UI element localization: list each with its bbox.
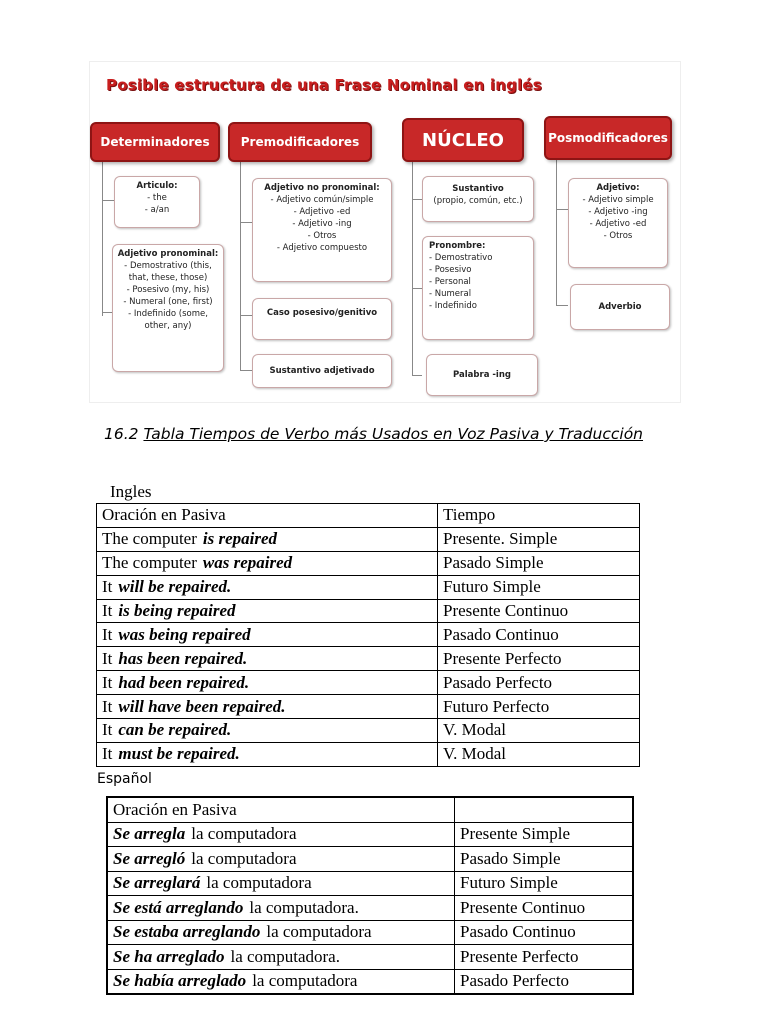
sentence-subject: It: [102, 744, 113, 764]
table-row: [97, 527, 640, 551]
sentence-cell: [97, 742, 438, 766]
header-cell: Oración en Pasiva: [97, 504, 438, 528]
sentence-verb: is being repaired: [118, 601, 236, 620]
diagram-title: Posible estructura de una Frase Nominal en inglés: [106, 76, 542, 94]
tense-cell: Futuro Perfecto: [438, 695, 640, 719]
table-row: [97, 719, 640, 743]
header-determinadores: Determinadores: [90, 122, 220, 162]
box-pronombre: Pronombre: - Demostrativo - Posesivo - Personal - Numeral - Indefinido: [422, 236, 534, 340]
tense-cell: Presente. Simple: [438, 527, 640, 551]
sentence-cell: [97, 527, 438, 551]
box-adverbio: Adverbio: [570, 284, 670, 330]
sentence-verb: Se arreglará: [113, 873, 201, 893]
sentence-verb: Se está arreglando: [113, 897, 244, 917]
tense-cell: Presente Simple: [455, 822, 634, 847]
sentence-cell: [97, 671, 438, 695]
table-header-row: [97, 504, 640, 528]
sentence-verb: was being repaired: [118, 624, 251, 644]
english-label: Ingles: [110, 482, 152, 501]
sentence-subject: It: [102, 648, 113, 668]
sentence-cell: [107, 920, 455, 945]
sentence-cell: [97, 719, 438, 743]
table-row: [97, 695, 640, 719]
header-posmodificadores: Posmodificadores: [544, 116, 672, 160]
table-header-row: [107, 797, 633, 822]
box-sustantivo: Sustantivo (propio, común, etc.): [422, 176, 534, 222]
tense-cell: Pasado Continuo: [455, 920, 634, 945]
sentence-object: la computadora: [191, 824, 297, 844]
sentence-verb: can be repaired.: [118, 720, 232, 740]
tense-cell: Futuro Simple: [438, 575, 640, 599]
box-adjetivo-no-pronominal: Adjetivo no pronominal: - Adjetivo común/simple - Adjetivo -ed - Adjetivo -ing - Otros - Adjetivo compuesto: [252, 178, 392, 282]
header-cell: Tiempo: [438, 504, 640, 528]
sentence-cell: [97, 575, 438, 599]
noun-phrase-diagram: [90, 62, 680, 402]
sentence-verb: is repaired: [202, 529, 278, 549]
box-articulo: Articulo: - the - a/an: [114, 176, 200, 228]
header-cell: Oración en Pasiva: [107, 797, 455, 822]
tense-cell: Pasado Perfecto: [438, 671, 640, 695]
sentence-cell: [107, 871, 455, 896]
table-row: [107, 945, 633, 970]
sentence-verb: Se estaba arreglando: [113, 922, 261, 942]
table-row: [97, 671, 640, 695]
sentence-cell: [97, 599, 438, 623]
header-cell: [455, 797, 634, 822]
sentence-verb: was repaired: [202, 553, 293, 573]
sentence-cell: [107, 969, 455, 994]
table-row: [107, 920, 633, 945]
spanish-label: Español: [97, 771, 152, 787]
sentence-cell: [107, 847, 455, 872]
sentence-verb: Se había arreglado: [113, 971, 247, 991]
spanish-passive-table: [106, 796, 634, 995]
sentence-subject: The computer: [102, 529, 197, 549]
sentence-verb: will have been repaired.: [118, 696, 286, 716]
sentence-subject: It: [102, 577, 113, 597]
box-caso-posesivo: Caso posesivo/genitivo: [252, 298, 392, 340]
sentence-verb: must be repaired.: [118, 744, 240, 764]
sentence-object: la computadora.: [249, 897, 359, 917]
box-sustantivo-adjetivado: Sustantivo adjetivado: [252, 354, 392, 388]
table-row: [107, 896, 633, 921]
sentence-subject: It: [102, 601, 113, 620]
sentence-object: la computadora: [191, 848, 297, 868]
sentence-subject: The computer: [102, 553, 197, 573]
tense-cell: Presente Perfecto: [438, 647, 640, 671]
tense-cell: Presente Continuo: [438, 599, 640, 623]
tense-cell: Pasado Simple: [455, 847, 634, 872]
sentence-cell: [107, 945, 455, 970]
sentence-subject: It: [102, 720, 113, 740]
sentence-verb: has been repaired.: [118, 648, 248, 668]
box-palabra-ing: Palabra -ing: [426, 354, 538, 396]
sentence-cell: [97, 623, 438, 647]
box-adjetivo-pos: Adjetivo: - Adjetivo simple - Adjetivo -ing - Adjetivo -ed - Otros: [568, 178, 668, 268]
header-premodificadores: Premodificadores: [228, 122, 372, 162]
tense-cell: Pasado Continuo: [438, 623, 640, 647]
sentence-subject: It: [102, 624, 113, 644]
tense-cell: Pasado Perfecto: [455, 969, 634, 994]
tense-cell: Presente Perfecto: [455, 945, 634, 970]
sentence-verb: Se ha arreglado: [113, 946, 225, 966]
sentence-verb: will be repaired.: [118, 577, 232, 597]
sentence-object: la computadora: [206, 873, 312, 893]
section-heading: 16.2 Tabla Tiempos de Verbo más Usados en Voz Pasiva y Traducción: [104, 425, 644, 443]
table-row: [97, 551, 640, 575]
sentence-object: la computadora: [252, 971, 358, 991]
sentence-object: la computadora.: [230, 946, 340, 966]
table-row: [107, 822, 633, 847]
sentence-verb: had been repaired.: [118, 672, 250, 692]
sentence-cell: [97, 551, 438, 575]
table-row: [107, 871, 633, 896]
table-row: [97, 599, 640, 623]
tense-cell: Futuro Simple: [455, 871, 634, 896]
table-row: [97, 647, 640, 671]
tense-cell: Pasado Simple: [438, 551, 640, 575]
english-passive-table: [96, 503, 640, 767]
sentence-cell: [97, 647, 438, 671]
box-adjetivo-pronominal: Adjetivo pronominal: - Demostrativo (this, that, these, those) - Posesivo (my, his) - Numeral (one, first) - Indefinido (some, other, any): [112, 244, 224, 372]
table-row: [97, 742, 640, 766]
table-row: [107, 969, 633, 994]
header-nucleo: NÚCLEO: [402, 118, 524, 162]
table-row: [97, 575, 640, 599]
table-row: [97, 623, 640, 647]
sentence-subject: It: [102, 672, 113, 692]
sentence-object: la computadora: [266, 922, 372, 942]
sentence-subject: It: [102, 696, 113, 716]
sentence-cell: [107, 822, 455, 847]
tense-cell: V. Modal: [438, 742, 640, 766]
sentence-cell: [97, 695, 438, 719]
sentence-verb: Se arregla: [113, 824, 186, 844]
sentence-verb: Se arregló: [113, 848, 186, 868]
sentence-cell: [107, 896, 455, 921]
table-row: [107, 847, 633, 872]
tense-cell: Presente Continuo: [455, 896, 634, 921]
tense-cell: V. Modal: [438, 719, 640, 743]
